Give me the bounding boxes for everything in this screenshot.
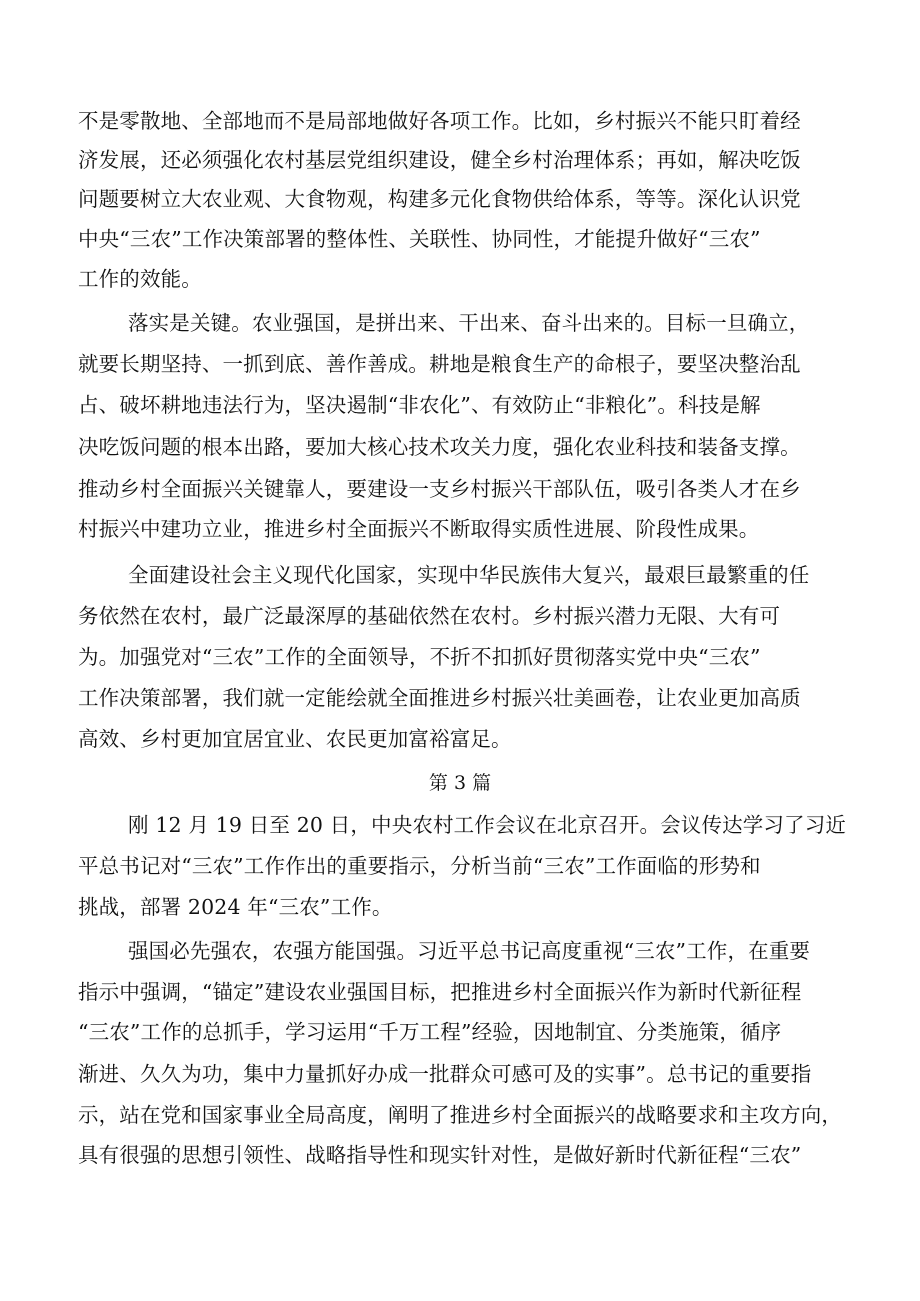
section-heading: 第 3 篇 [428, 772, 492, 794]
text-line: 工作的效能。 [78, 267, 202, 291]
text-line: 为。加强党对“三农”工作的全面领导，不折不扣抓好贯彻落实党中央“三农” [78, 645, 761, 669]
text-line: 高效、乡村更加宜居宜业、农民更加富裕富足。 [78, 727, 512, 751]
text-line: 就要长期坚持、一抓到底、善作善成。耕地是粮食生产的命根子，要坚决整治乱 [78, 352, 801, 376]
text-line: 决吃饭问题的根本出路，要加大核心技术攻关力度，强化农业科技和装备支撑。 [78, 435, 801, 459]
text-line: 不是零散地、全部地而不是局部地做好各项工作。比如，乡村振兴不能只盯着经 [78, 109, 801, 133]
text-line: 务依然在农村，最广泛最深厚的基础依然在农村。乡村振兴潜力无限、大有可 [78, 604, 781, 628]
paragraph-start-line: 刚 12 月 19 日至 20 日，中央农村工作会议在北京召开。会议传达学习了习近 [128, 813, 847, 837]
text-line: 挑战，部署 2024 年“三农”工作。 [78, 895, 393, 919]
text-line: 示，站在党和国家事业全局高度，阐明了推进乡村全面振兴的战略要求和主攻方向， [78, 1103, 843, 1127]
paragraph-start-line: 全面建设社会主义现代化国家，实现中华民族伟大复兴，最艰巨最繁重的任 [128, 563, 810, 587]
text-line: 工作决策部署，我们就一定能绘就全面推进乡村振兴壮美画卷，让农业更加高质 [78, 686, 801, 710]
text-line: 问题要树立大农业观、大食物观，构建多元化食物供给体系，等等。深化认识党 [78, 187, 801, 211]
text-line: 推动乡村全面振兴关键靠人，要建设一支乡村振兴干部队伍，吸引各类人才在乡 [78, 477, 801, 501]
text-line: “三农”工作的总抓手，学习运用“千万工程”经验，因地制宜、分类施策，循序 [78, 1020, 782, 1044]
text-line: 渐进、久久为功，集中力量抓好办成一批群众可感可及的实事”。总书记的重要指 [78, 1062, 812, 1086]
paragraph-start-line: 落实是关键。农业强国，是拼出来、干出来、奋斗出来的。目标一旦确立， [128, 311, 810, 335]
text-line: 中央“三农”工作决策部署的整体性、关联性、协同性，才能提升做好“三农” [78, 227, 761, 251]
text-line: 具有很强的思想引领性、战略指导性和现实针对性，是做好新时代新征程“三农” [78, 1143, 802, 1167]
text-line: 占、破坏耕地违法行为，坚决遏制“非农化”、有效防止“非粮化”。科技是解 [78, 393, 761, 417]
text-line: 村振兴中建功立业，推进乡村全面振兴不断取得实质性进展、阶段性成果。 [78, 517, 760, 541]
paragraph-start-line: 强国必先强农，农强方能国强。习近平总书记高度重视“三农”工作，在重要 [128, 939, 811, 963]
text-line: 平总书记对“三农”工作作出的重要指示，分析当前“三农”工作面临的形势和 [78, 854, 761, 878]
text-line: 济发展，还必须强化农村基层党组织建设，健全乡村治理体系；再如，解决吃饭 [78, 148, 801, 172]
text-line: 指示中强调，“锚定”建设农业强国目标，把推进乡村全面振兴作为新时代新征程 [78, 980, 802, 1004]
